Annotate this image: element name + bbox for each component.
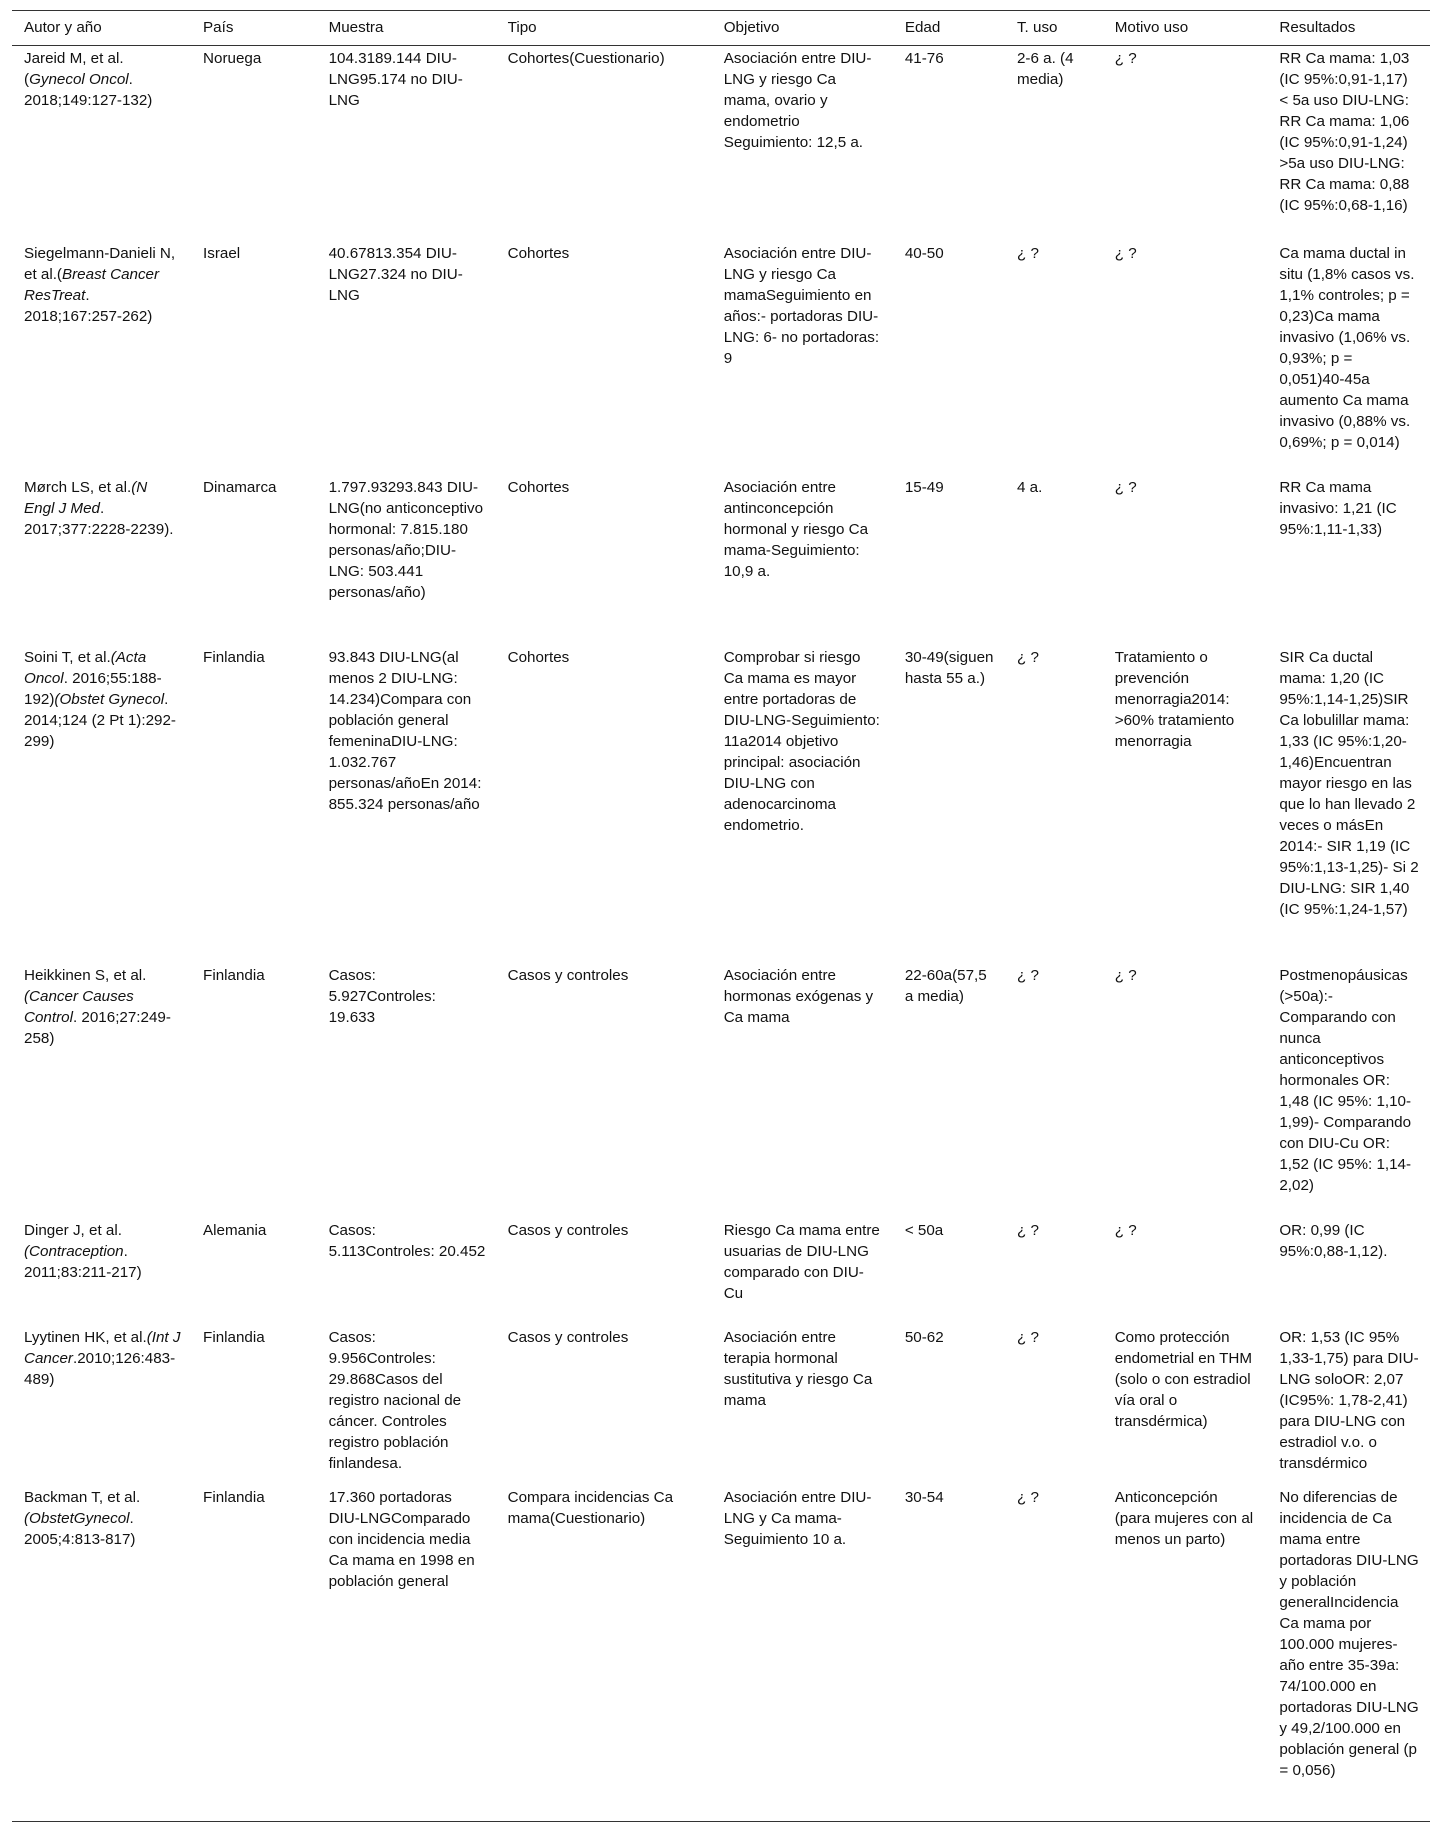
results-cell: Ca mama ductal in situ (1,8% casos vs. 1,1% controles; p = 0,23)Ca mama invasivo (1,06% vs. 0,93%; p = 0,051)40-45a aumento Ca mama invasivo (0,88% vs. 0,69%; p = 0,014): [1279, 244, 1415, 451]
use-time-cell: 2-6 a. (4 media): [1016, 50, 1074, 88]
country-cell: Finlandia: [203, 1328, 265, 1346]
results-cell: RR Ca mama invasivo: 1,21 (IC 95%:1,11-1,33): [1279, 478, 1397, 538]
header-country: País: [203, 19, 234, 36]
use-reason-cell: ¿ ?: [1114, 1221, 1137, 1239]
sample-cell: 17.360 portadoras DIU-LNGComparado con incidencia media Ca mama en 1998 en población general: [328, 1488, 475, 1590]
country-cell: Dinamarca: [203, 478, 277, 496]
journal-name: Gynecol Oncol: [29, 71, 129, 88]
table-header-row: [12, 11, 1430, 46]
objective-cell: Asociación entre DIU-LNG y riesgo Ca mamaSeguimiento en años:- portadoras DIU-LNG: 6- no portadoras: 9: [723, 244, 880, 367]
sample-cell: 1.797.93293.843 DIU-LNG(no anticonceptivo hormonal: 7.815.180 personas/año;DIU-LNG: 503.441 personas/año): [328, 478, 484, 601]
objective-cell: Asociación entre hormonas exógenas y Ca mama: [723, 966, 874, 1026]
header-age: Edad: [904, 19, 941, 36]
header-author: Autor y año: [24, 19, 102, 36]
age-cell: 40-50: [904, 244, 944, 262]
type-cell: Casos y controles: [507, 1328, 629, 1346]
use-time-cell: ¿ ?: [1016, 648, 1039, 666]
author-cell: Soini T, et al.(Acta Oncol. 2016;55:188-192)(Obstet Gynecol. 2014;124 (2 Pt 1):292-299): [24, 648, 176, 750]
objective-cell: Comprobar si riesgo Ca mama es mayor entre portadoras de DIU-LNG-Seguimiento: 11a2014 objetivo principal: asociación DIU-LNG con adenocarcinoma endometrio.: [723, 648, 880, 834]
header-objective: Objetivo: [723, 19, 780, 36]
type-cell: Cohortes: [507, 244, 570, 262]
header-use-reason: Motivo uso: [1114, 19, 1189, 36]
author-cell: Siegelmann-Danieli N, et al.(Breast Cancer ResTreat. 2018;167:257-262): [24, 244, 176, 325]
age-cell: 50-62: [904, 1328, 944, 1346]
header-use-time: T. uso: [1016, 19, 1058, 36]
age-cell: 30-54: [904, 1488, 944, 1506]
header-type: Tipo: [507, 19, 537, 36]
objective-cell: Asociación entre DIU-LNG y riesgo Ca mama, ovario y endometrio Seguimiento: 12,5 a.: [723, 50, 872, 151]
sample-cell: 40.67813.354 DIU-LNG27.324 no DIU-LNG: [328, 244, 463, 304]
country-cell: Alemania: [203, 1221, 267, 1239]
header-sample: Muestra: [328, 19, 384, 36]
author-cell: Jareid M, et al. (Gynecol Oncol. 2018;149:127-132): [24, 50, 153, 109]
type-cell: Casos y controles: [507, 966, 629, 984]
objective-cell: Asociación entre DIU-LNG y Ca mama-Seguimiento 10 a.: [723, 1488, 872, 1548]
use-time-cell: ¿ ?: [1016, 244, 1039, 262]
country-cell: Finlandia: [203, 1488, 265, 1506]
type-cell: Cohortes: [507, 648, 570, 666]
author-cell: Dinger J, et al.(Contraception. 2011;83:211-217): [24, 1221, 142, 1281]
author-cell: Backman T, et al.(ObstetGynecol. 2005;4:813-817): [24, 1488, 141, 1548]
results-cell: RR Ca mama: 1,03 (IC 95%:0,91-1,17) < 5a uso DIU-LNG: RR Ca mama: 1,06 (IC 95%:0,91-1,24) >5a uso DIU-LNG: RR Ca mama: 0,88 (IC 95%:0,68-1,16): [1279, 50, 1410, 214]
age-cell: < 50a: [904, 1221, 944, 1239]
table-row: [12, 241, 1430, 475]
journal-name: (ObstetGynecol: [24, 1509, 130, 1527]
use-reason-cell: ¿ ?: [1114, 244, 1137, 262]
use-reason-cell: Tratamiento o prevención menorragia2014: >60% tratamiento menorragia: [1114, 648, 1235, 750]
country-cell: Israel: [203, 244, 241, 262]
sample-cell: 104.3189.144 DIU-LNG95.174 no DIU-LNG: [328, 50, 463, 109]
use-reason-cell: Anticoncepción (para mujeres con al menos un parto): [1114, 1488, 1254, 1548]
use-time-cell: ¿ ?: [1016, 1488, 1039, 1506]
use-reason-cell: ¿ ?: [1114, 50, 1137, 67]
journal-name: (Cancer Causes Control: [24, 987, 134, 1026]
study-table: [12, 10, 1430, 1822]
results-cell: OR: 0,99 (IC 95%:0,88-1,12).: [1279, 1221, 1388, 1260]
country-cell: Finlandia: [203, 966, 265, 984]
table-row: [12, 645, 1430, 963]
study-table-container: [12, 10, 1430, 1822]
results-cell: SIR Ca ductal mama: 1,20 (IC 95%:1,14-1,25)SIR Ca lobulillar mama: 1,33 (IC 95%:1,20-1,46)Encuentran mayor riesgo en las que lo han llevado 2 veces o másEn 2014:- SIR 1,19 (IC 95%:1,13-1,25)- Si 2 DIU-LNG: SIR 1,40 (IC 95%:1,24-1,57): [1279, 648, 1419, 918]
sample-cell: 93.843 DIU-LNG(al menos 2 DIU-LNG: 14.234)Compara con población general femeninaDIU-LNG: 1.032.767 personas/añoEn 2014: 855.324 personas/año: [328, 648, 482, 813]
results-cell: OR: 1,53 (IC 95% 1,33-1,75) para DIU-LNG soloOR: 2,07 (IC95%: 1,78-2,41) para DIU-LNG con estradiol v.o. o transdérmico: [1279, 1328, 1419, 1472]
use-time-cell: 4 a.: [1016, 478, 1043, 496]
use-reason-cell: Como protección endometrial en THM (solo o con estradiol vía oral o transdérmica): [1114, 1328, 1253, 1430]
sample-cell: Casos: 9.956Controles: 29.868Casos del registro nacional de cáncer. Controles registro población finlandesa.: [328, 1328, 462, 1472]
table-row: [12, 46, 1430, 241]
table-row: [12, 1325, 1430, 1485]
type-cell: Cohortes: [507, 478, 570, 496]
header-results: Resultados: [1279, 19, 1356, 36]
journal-name: (Contraception: [24, 1242, 124, 1260]
author-cell: Lyytinen HK, et al.(Int J Cancer.2010;126:483-489): [24, 1328, 181, 1388]
objective-cell: Asociación entre terapia hormonal sustitutiva y riesgo Ca mama: [723, 1328, 873, 1409]
objective-cell: Riesgo Ca mama entre usuarias de DIU-LNG comparado con DIU-Cu: [723, 1221, 880, 1302]
age-cell: 41-76: [904, 50, 944, 67]
table-row: [12, 1485, 1430, 1822]
use-time-cell: ¿ ?: [1016, 1328, 1039, 1346]
table-row: [12, 475, 1430, 645]
use-time-cell: ¿ ?: [1016, 1221, 1039, 1239]
use-reason-cell: ¿ ?: [1114, 966, 1137, 984]
results-cell: Postmenopáusicas (>50a):- Comparando con nunca anticonceptivos hormonales OR: 1,48 (IC 95%: 1,10-1,99)- Comparando con DIU-Cu OR: 1,52 (IC 95%: 1,14-2,02): [1279, 966, 1412, 1194]
type-cell: Compara incidencias Ca mama(Cuestionario): [507, 1488, 674, 1527]
journal-name: (N Engl J Med: [24, 478, 148, 517]
table-row: [12, 963, 1430, 1218]
type-cell: Casos y controles: [507, 1221, 629, 1239]
journal-name: Breast Cancer ResTreat: [24, 265, 160, 304]
use-reason-cell: ¿ ?: [1114, 478, 1137, 496]
country-cell: Finlandia: [203, 648, 265, 666]
journal-name: (Acta Oncol: [24, 648, 147, 687]
results-cell: No diferencias de incidencia de Ca mama entre portadoras DIU-LNG y población generalIncidencia Ca mama por 100.000 mujeres-año entre 35-39a: 74/100.000 en portadoras DIU-LNG y 49,2/100.000 en población general (p = 0,056): [1279, 1488, 1419, 1779]
age-cell: 30-49(siguen hasta 55 a.): [904, 648, 994, 687]
objective-cell: Asociación entre antinconcepción hormonal y riesgo Ca mama-Seguimiento: 10,9 a.: [723, 478, 869, 580]
table-row: [12, 1218, 1430, 1325]
country-cell: Noruega: [203, 50, 262, 67]
journal-name: (Obstet Gynecol: [54, 690, 165, 708]
journal-name: (Int J Cancer: [24, 1328, 181, 1367]
author-cell: Heikkinen S, et al.(Cancer Causes Control. 2016;27:249-258): [24, 966, 171, 1047]
age-cell: 15-49: [904, 478, 944, 496]
sample-cell: Casos: 5.927Controles: 19.633: [328, 966, 436, 1026]
author-cell: Mørch LS, et al.(N Engl J Med. 2017;377:2228-2239).: [24, 478, 174, 538]
age-cell: 22-60a(57,5 a media): [904, 966, 987, 1005]
sample-cell: Casos: 5.113Controles: 20.452: [328, 1221, 486, 1260]
type-cell: Cohortes(Cuestionario): [507, 50, 665, 67]
use-time-cell: ¿ ?: [1016, 966, 1039, 984]
